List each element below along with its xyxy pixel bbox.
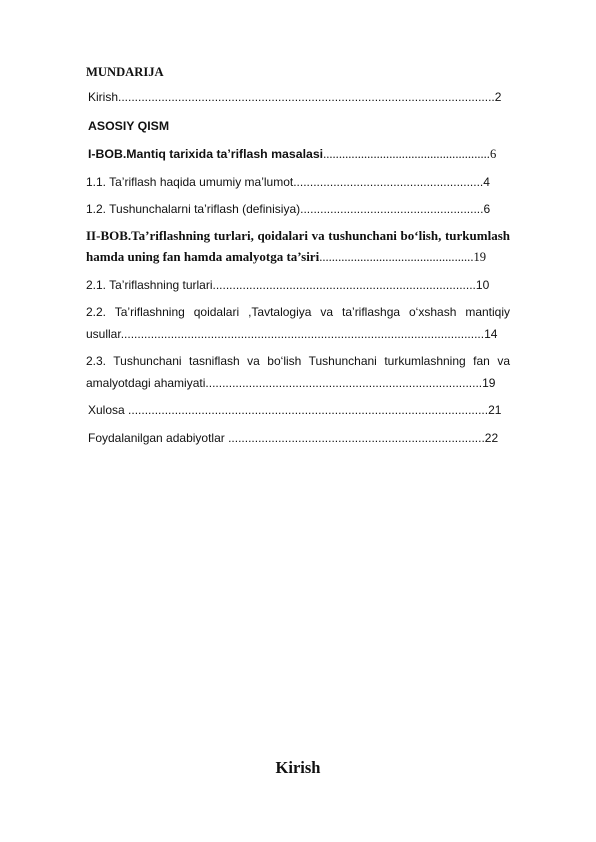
- toc-heading: MUNDARIJA: [86, 65, 164, 79]
- toc-entry-bob-2-page: .................................................19: [319, 250, 487, 264]
- section-title-kirish: Kirish: [275, 758, 321, 777]
- toc-entry-bob-1[interactable]: [88, 146, 496, 162]
- toc-entry-xulosa[interactable]: Xulosa ............................................................................................................21: [88, 403, 502, 417]
- toc-entry-2-2-line1[interactable]: 2.2. Ta’riflashning qoidalari ,Tavtalogiya va ta’riflashga o‘xshash mantiqiy: [86, 305, 510, 319]
- toc-entry-1-1[interactable]: 1.1. Ta’riflash haqida umumiy ma’lumot.........................................................4: [86, 175, 490, 189]
- toc-entry-bob-1-page: .....................................................6: [323, 147, 497, 161]
- toc-entry-bob-2-line1[interactable]: II-BOB.Ta’riflashning turlari, qoidalari va tushunchani bo‘lish, turkumlash: [86, 228, 510, 243]
- toc-entry-2-1[interactable]: 2.1. Ta’riflashning turlari...............................................................................10: [86, 278, 490, 292]
- toc-entry-kirish[interactable]: Kirish.................................................................................................................2: [88, 90, 502, 104]
- toc-entry-2-3-line2[interactable]: amalyotdagi ahamiyati...................................................................................19: [86, 376, 496, 390]
- toc-entry-2-2-line2[interactable]: usullar.............................................................................................................14: [86, 327, 498, 341]
- toc-entry-bob-2-line2[interactable]: [86, 249, 486, 265]
- toc-entry-asosiy-qism: ASOSIY QISM: [88, 119, 170, 133]
- toc-entry-bob-1-title: I-BOB.Mantiq tarixida ta’riflash masalasi: [88, 147, 324, 161]
- toc-entry-2-3-line1[interactable]: 2.3. Tushunchani tasniflash va bo‘lish Tushunchani turkumlashning fan va: [86, 354, 510, 368]
- toc-entry-bob-2-title-end: hamda uning fan hamda amalyotga ta’siri: [86, 249, 320, 264]
- toc-entry-adabiyotlar[interactable]: Foydalanilgan adabiyotlar .............................................................................22: [88, 431, 499, 445]
- toc-entry-1-2[interactable]: 1.2. Tushunchalarni ta’riflash (definisiya).......................................................6: [86, 202, 491, 216]
